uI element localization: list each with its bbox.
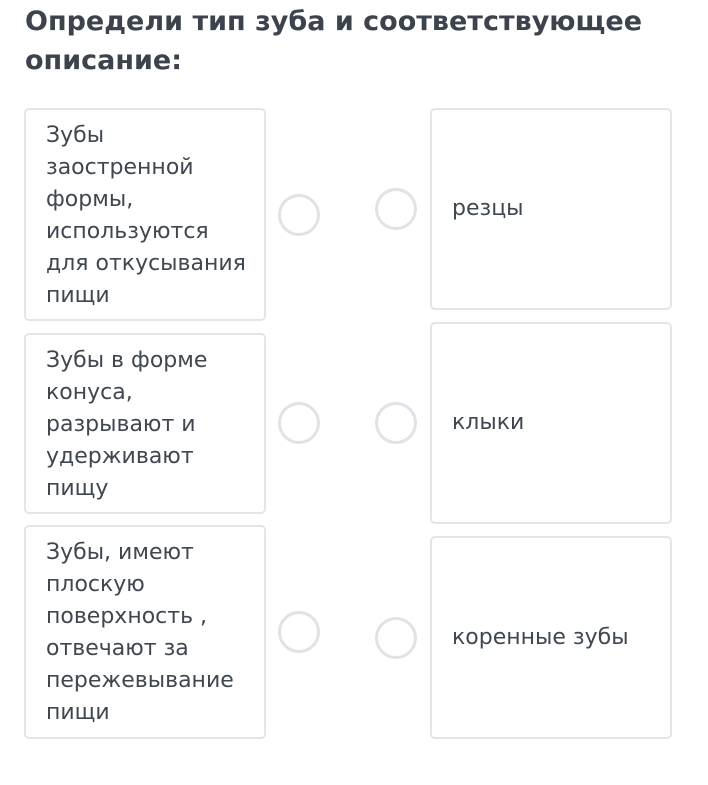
answer-2-connector-radio[interactable]	[375, 402, 417, 444]
answer-text: коренные зубы	[452, 624, 629, 650]
question-title: Определи тип зуба и соответствующее описание:	[25, 6, 643, 76]
answer-3-connector-radio[interactable]	[375, 617, 417, 659]
description-card-3[interactable]	[24, 525, 266, 739]
answer-1-connector-radio[interactable]	[375, 188, 417, 230]
answer-text: клыки	[452, 410, 525, 435]
answer-card-3[interactable]	[430, 536, 672, 739]
answer-card-1[interactable]	[430, 108, 672, 310]
description-text: Зубы в форме конуса, разрывают и удерживают пищу	[46, 348, 208, 501]
description-3-connector-radio[interactable]	[278, 611, 320, 653]
description-1-connector-radio[interactable]	[278, 194, 320, 236]
answer-card-2[interactable]	[430, 322, 672, 524]
description-card-2[interactable]	[24, 333, 266, 514]
description-2-connector-radio[interactable]	[278, 402, 320, 444]
description-card-1[interactable]	[24, 108, 266, 321]
description-text: Зубы, имеют плоскую поверхность , отвечают за пережевывание пищи	[46, 540, 234, 725]
description-text: Зубы заостренной формы, используются для откусывания пищи	[46, 123, 246, 308]
answer-text: резцы	[452, 196, 524, 221]
